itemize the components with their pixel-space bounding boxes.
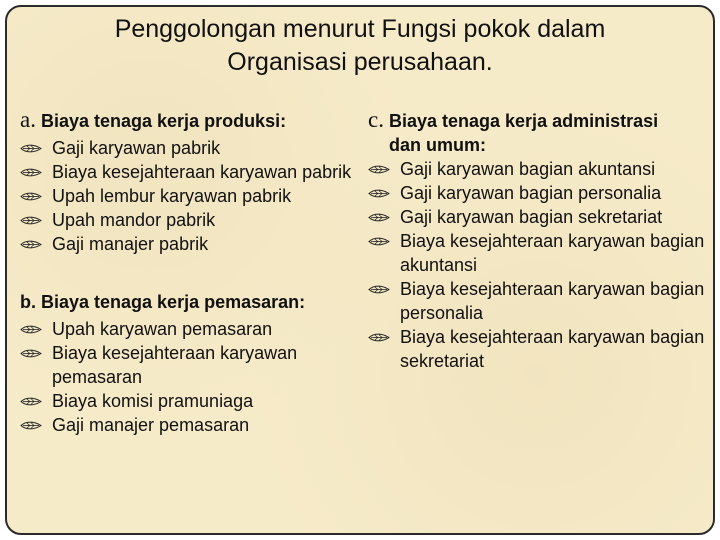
feather-bullet-icon <box>20 349 42 358</box>
title-line-1: Penggolongan menurut Fungsi pokok dalam <box>114 15 606 43</box>
feather-bullet-icon <box>20 144 42 153</box>
title-line-2: Organisasi perusahaan. <box>227 48 493 76</box>
feather-bullet-icon <box>368 285 390 294</box>
feather-bullet-icon <box>368 165 390 174</box>
list-item <box>20 341 360 389</box>
section-c-heading-line-2: dan umum: <box>389 135 486 155</box>
list-item-text: Biaya kesejahteraan karyawan bagian personalia <box>400 279 705 323</box>
list-item <box>20 208 360 232</box>
left-column <box>20 108 360 437</box>
list-item-text: Gaji karyawan bagian sekretariat <box>400 207 663 227</box>
list-item <box>368 157 713 181</box>
list-item <box>20 389 360 413</box>
section-c-list <box>368 157 713 373</box>
list-item-text: Biaya kesejahteraan karyawan bagian sekretariat <box>400 327 705 371</box>
list-item <box>20 232 360 256</box>
list-item <box>368 205 713 229</box>
list-item-text: Gaji karyawan bagian akuntansi <box>400 159 656 179</box>
section-b-list <box>20 317 360 437</box>
list-item <box>20 160 360 184</box>
list-item <box>368 229 713 277</box>
section-spacer <box>20 256 360 290</box>
list-item-text: Biaya kesejahteraan karyawan bagian akuntansi <box>400 231 705 275</box>
feather-bullet-icon <box>20 421 42 430</box>
feather-bullet-icon <box>20 216 42 225</box>
feather-bullet-icon <box>20 192 42 201</box>
slide-title <box>0 13 720 79</box>
list-item <box>20 136 360 160</box>
section-a-marker: a. <box>20 107 36 132</box>
list-item-text: Upah mandor pabrik <box>52 210 216 230</box>
list-item-text: Gaji karyawan pabrik <box>52 138 221 158</box>
list-item <box>368 277 713 325</box>
feather-bullet-icon <box>368 237 390 246</box>
section-c-marker: c. <box>368 107 384 132</box>
list-item-text: Upah karyawan pemasaran <box>52 319 273 339</box>
list-item-text: Gaji manajer pemasaran <box>52 415 250 435</box>
list-item <box>368 325 713 373</box>
list-item-text: Biaya komisi pramuniaga <box>52 391 254 411</box>
feather-bullet-icon <box>20 240 42 249</box>
section-a-heading-text: Biaya tenaga kerja produksi: <box>40 111 287 131</box>
right-column <box>368 108 713 373</box>
feather-bullet-icon <box>20 397 42 406</box>
feather-bullet-icon <box>20 168 42 177</box>
list-item <box>368 181 713 205</box>
feather-bullet-icon <box>20 325 42 334</box>
feather-bullet-icon <box>368 213 390 222</box>
list-item <box>20 317 360 341</box>
list-item-text: Biaya kesejahteraan karyawan pemasaran <box>52 343 298 387</box>
list-item-text: Upah lembur karyawan pabrik <box>52 186 292 206</box>
list-item-text: Gaji karyawan bagian personalia <box>400 183 662 203</box>
list-item-text: Gaji manajer pabrik <box>52 234 209 254</box>
section-a-list <box>20 136 360 256</box>
section-c-heading-line-1: Biaya tenaga kerja administrasi <box>388 111 659 131</box>
list-item <box>20 413 360 437</box>
section-c-heading <box>368 108 713 133</box>
list-item <box>20 184 360 208</box>
section-a-heading <box>20 108 360 133</box>
section-b-heading: b. Biaya tenaga kerja pemasaran: <box>20 292 306 312</box>
feather-bullet-icon <box>368 333 390 342</box>
feather-bullet-icon <box>368 189 390 198</box>
list-item-text: Biaya kesejahteraan karyawan pabrik <box>52 162 352 182</box>
